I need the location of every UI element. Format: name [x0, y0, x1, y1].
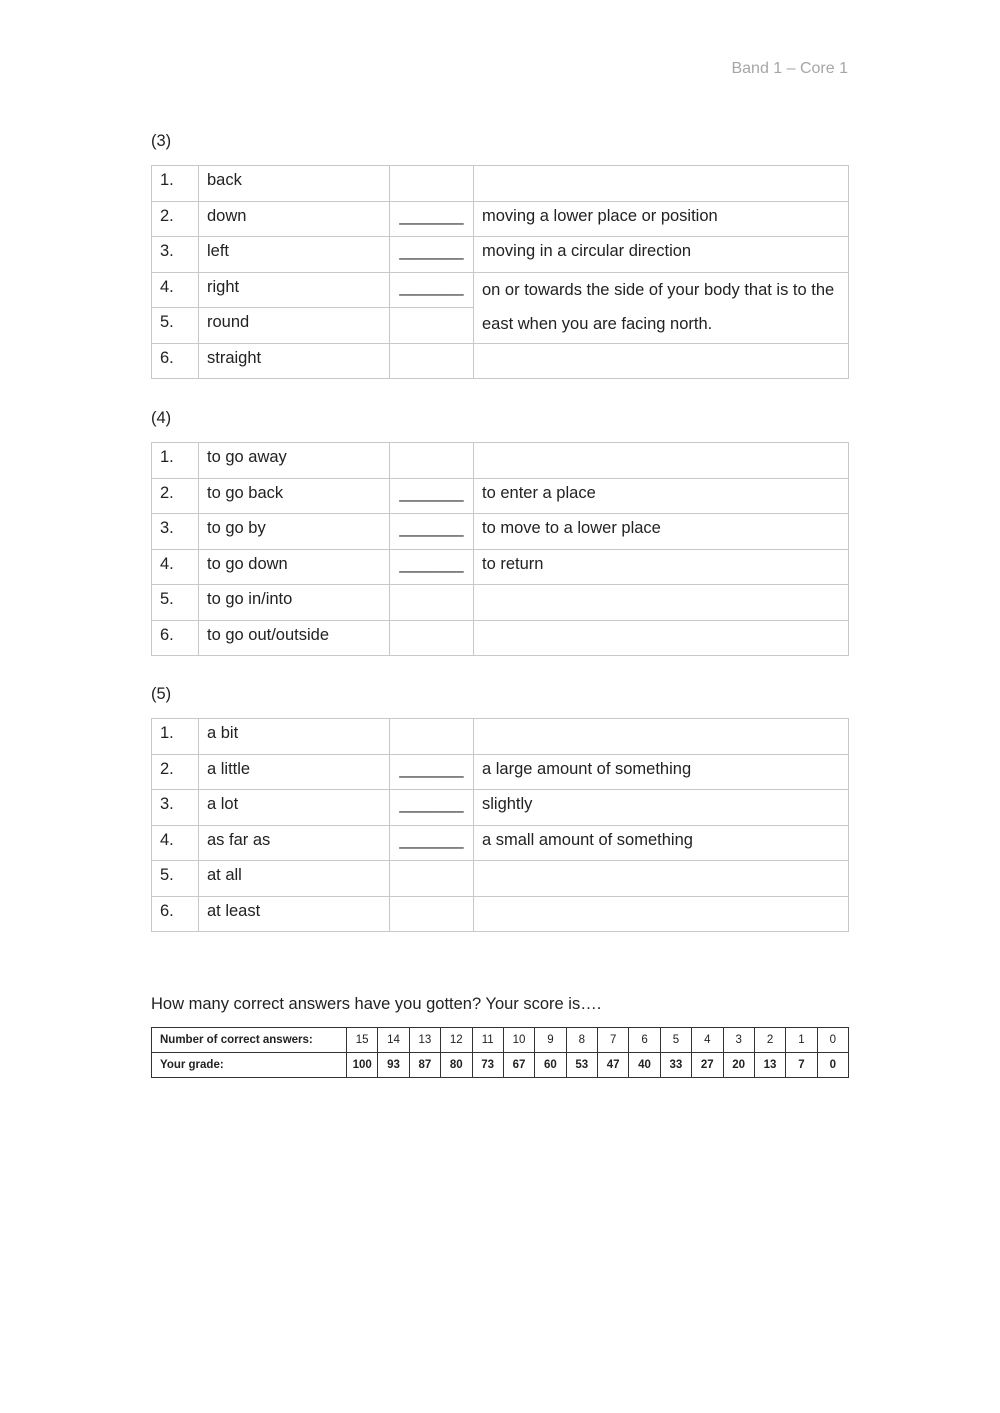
score-question: How many correct answers have you gotten? Your score is….: [151, 995, 602, 1013]
definition-cell: [474, 585, 849, 621]
answer-blank[interactable]: _______: [390, 237, 474, 273]
grade-cell: 60: [535, 1053, 566, 1078]
grade-cell: 87: [409, 1053, 440, 1078]
answer-count-cell: 11: [472, 1028, 503, 1053]
definition-cell: a small amount of something: [474, 825, 849, 861]
word-cell: as far as: [199, 825, 390, 861]
word-cell: at all: [199, 861, 390, 897]
answer-count-cell: 14: [378, 1028, 409, 1053]
word-cell: back: [199, 166, 390, 202]
answer-count-cell: 12: [441, 1028, 472, 1053]
grade-cell: 67: [503, 1053, 534, 1078]
grade-cell: 47: [598, 1053, 629, 1078]
answer-blank[interactable]: _______: [390, 272, 474, 308]
table-row: [152, 790, 849, 826]
definition-cell: a large amount of something: [474, 754, 849, 790]
word-cell: right: [199, 272, 390, 308]
table-row: [152, 343, 849, 379]
grade-cell: 7: [786, 1053, 817, 1078]
answer-count-cell: 13: [409, 1028, 440, 1053]
grade-cell: 0: [817, 1053, 848, 1078]
row-number: 5.: [152, 585, 199, 621]
table-row: [152, 754, 849, 790]
grade-cell: 20: [723, 1053, 754, 1078]
definition-cell: slightly: [474, 790, 849, 826]
row-number: 4.: [152, 272, 199, 308]
answer-blank[interactable]: [390, 719, 474, 755]
score-table: [151, 1027, 849, 1078]
table-row: [152, 549, 849, 585]
table-row: [152, 620, 849, 656]
word-cell: at least: [199, 896, 390, 932]
grade-cell: 100: [347, 1053, 378, 1078]
table-row: [152, 237, 849, 273]
grade-cell: 27: [692, 1053, 723, 1078]
answer-count-cell: 4: [692, 1028, 723, 1053]
row-number: 2.: [152, 478, 199, 514]
section-5-table: [151, 718, 849, 932]
word-cell: down: [199, 201, 390, 237]
grades-row: [152, 1053, 849, 1078]
answer-blank[interactable]: [390, 343, 474, 379]
table-row: [152, 166, 849, 202]
word-cell: left: [199, 237, 390, 273]
table-row: [152, 896, 849, 932]
definition-cell: [474, 861, 849, 897]
word-cell: a lot: [199, 790, 390, 826]
answer-blank[interactable]: [390, 620, 474, 656]
answer-count-cell: 9: [535, 1028, 566, 1053]
word-cell: to go in/into: [199, 585, 390, 621]
row-number: 5.: [152, 308, 199, 344]
answer-blank[interactable]: [390, 896, 474, 932]
answer-count-cell: 3: [723, 1028, 754, 1053]
definition-cell: [474, 620, 849, 656]
answer-blank[interactable]: _______: [390, 514, 474, 550]
section-3-label: (3): [151, 132, 172, 150]
definition-cell: [474, 719, 849, 755]
answers-row: [152, 1028, 849, 1053]
table-row: [152, 201, 849, 237]
answer-count-cell: 0: [817, 1028, 848, 1053]
answer-count-cell: 10: [503, 1028, 534, 1053]
word-cell: to go out/outside: [199, 620, 390, 656]
answer-blank[interactable]: _______: [390, 549, 474, 585]
section-3-table: [151, 165, 849, 379]
grade-cell: 80: [441, 1053, 472, 1078]
answer-blank[interactable]: [390, 308, 474, 344]
row-number: 3.: [152, 790, 199, 826]
answer-blank[interactable]: _______: [390, 478, 474, 514]
answer-blank[interactable]: _______: [390, 201, 474, 237]
definition-cell: [474, 896, 849, 932]
definition-cell: to move to a lower place: [474, 514, 849, 550]
word-cell: to go down: [199, 549, 390, 585]
answer-count-cell: 2: [754, 1028, 785, 1053]
definition-cell: [474, 343, 849, 379]
row-number: 6.: [152, 343, 199, 379]
definition-cell: [474, 166, 849, 202]
grade-cell: 40: [629, 1053, 660, 1078]
word-cell: a bit: [199, 719, 390, 755]
definition-cell: to return: [474, 549, 849, 585]
section-5-label: (5): [151, 685, 172, 703]
answer-count-cell: 1: [786, 1028, 817, 1053]
answer-count-cell: 15: [347, 1028, 378, 1053]
table-row: [152, 861, 849, 897]
table-row: [152, 514, 849, 550]
answers-label: Number of correct answers:: [152, 1028, 347, 1053]
answer-blank[interactable]: [390, 861, 474, 897]
answer-blank[interactable]: _______: [390, 754, 474, 790]
definition-cell: moving a lower place or position: [474, 201, 849, 237]
table-row: [152, 272, 849, 308]
row-number: 4.: [152, 825, 199, 861]
row-number: 4.: [152, 549, 199, 585]
table-row: [152, 478, 849, 514]
word-cell: a little: [199, 754, 390, 790]
word-cell: round: [199, 308, 390, 344]
row-number: 6.: [152, 620, 199, 656]
row-number: 3.: [152, 514, 199, 550]
row-number: 3.: [152, 237, 199, 273]
table-row: [152, 585, 849, 621]
definition-cell: moving in a circular direction: [474, 237, 849, 273]
grade-cell: 13: [754, 1053, 785, 1078]
section-4-label: (4): [151, 409, 172, 427]
row-number: 5.: [152, 861, 199, 897]
answer-count-cell: 8: [566, 1028, 597, 1053]
definition-cell: [474, 443, 849, 479]
row-number: 6.: [152, 896, 199, 932]
word-cell: straight: [199, 343, 390, 379]
word-cell: to go back: [199, 478, 390, 514]
definition-cell: on or towards the side of your body that is to the east when you are facing north.: [474, 272, 849, 343]
grade-cell: 33: [660, 1053, 691, 1078]
answer-count-cell: 5: [660, 1028, 691, 1053]
row-number: 1.: [152, 166, 199, 202]
answer-blank[interactable]: _______: [390, 790, 474, 826]
answer-blank[interactable]: [390, 166, 474, 202]
word-cell: to go by: [199, 514, 390, 550]
grade-cell: 93: [378, 1053, 409, 1078]
row-number: 2.: [152, 754, 199, 790]
table-row: [152, 825, 849, 861]
answer-blank[interactable]: [390, 443, 474, 479]
grade-label: Your grade:: [152, 1053, 347, 1078]
row-number: 1.: [152, 719, 199, 755]
page-header: Band 1 – Core 1: [731, 60, 848, 77]
table-row: [152, 443, 849, 479]
answer-count-cell: 6: [629, 1028, 660, 1053]
answer-blank[interactable]: _______: [390, 825, 474, 861]
answer-count-cell: 7: [598, 1028, 629, 1053]
section-4-table: [151, 442, 849, 656]
word-cell: to go away: [199, 443, 390, 479]
row-number: 1.: [152, 443, 199, 479]
answer-blank[interactable]: [390, 585, 474, 621]
grade-cell: 73: [472, 1053, 503, 1078]
definition-cell: to enter a place: [474, 478, 849, 514]
grade-cell: 53: [566, 1053, 597, 1078]
row-number: 2.: [152, 201, 199, 237]
table-row: [152, 719, 849, 755]
